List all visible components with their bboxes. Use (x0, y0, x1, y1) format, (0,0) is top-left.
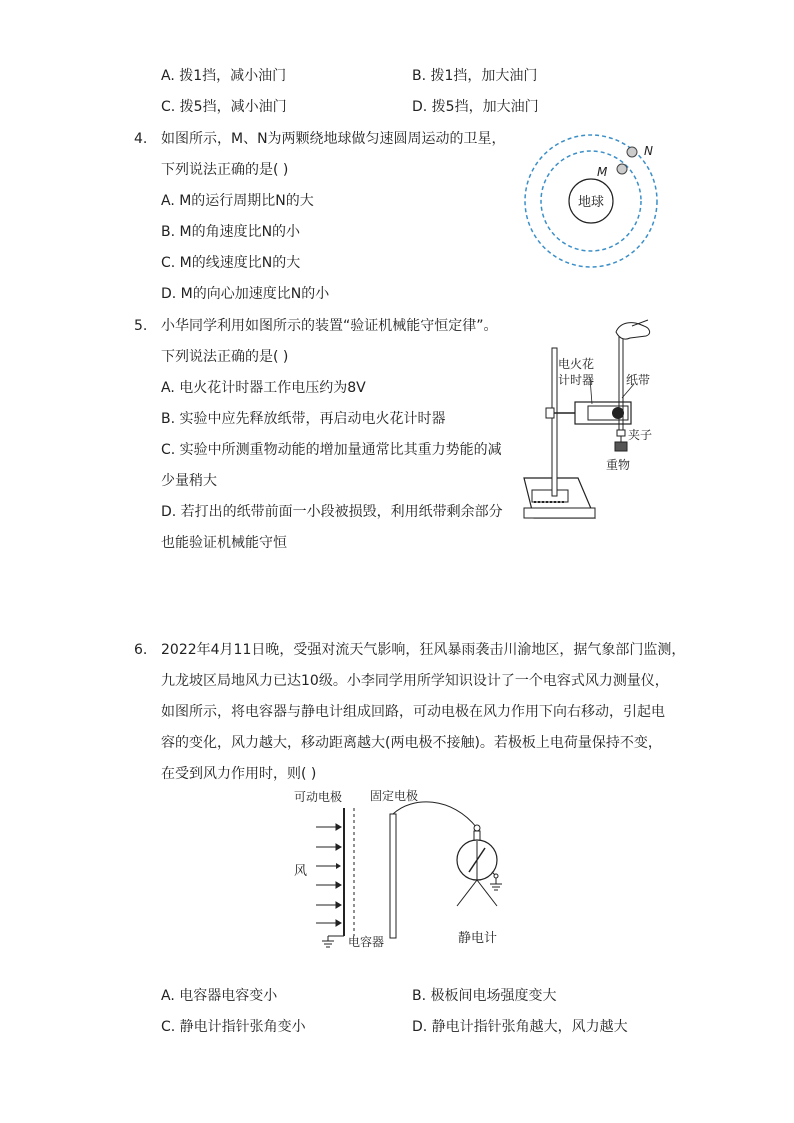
satellite-m-label: M (597, 165, 608, 179)
capacitor-label: 电容器 (348, 935, 385, 949)
timer-label-2: 计时器 (558, 373, 595, 387)
q5-option-d-line2[interactable]: 也能验证机械能守恒 (161, 535, 287, 551)
q3-option-d[interactable]: D. 拨5挡，加大油门 (412, 99, 539, 115)
q6-option-d[interactable]: D. 静电计指针张角越大，风力越大 (412, 1019, 628, 1035)
connecting-wire (393, 802, 477, 828)
q6-option-b[interactable]: B. 极板间电场强度变大 (412, 988, 557, 1004)
q4-stem-line2: 下列说法正确的是( ) (161, 162, 289, 178)
wind-label: 风 (294, 864, 308, 879)
movable-electrode-label: 可动电极 (294, 790, 343, 804)
electrometer-label: 静电计 (458, 931, 498, 946)
fixed-electrode-label: 固定电极 (370, 789, 419, 803)
electrometer-leg-left (457, 880, 477, 906)
q6-option-a[interactable]: A. 电容器电容变小 (161, 988, 278, 1004)
capacitor-wind-figure (282, 786, 522, 951)
q4-stem-line1: 如图所示，M、N为两颗绕地球做匀速圆周运动的卫星， (161, 131, 506, 147)
wind-arrows (316, 824, 341, 926)
satellite-m (617, 164, 627, 174)
satellite-orbit-figure (515, 130, 675, 280)
tape-label: 纸带 (626, 373, 651, 387)
q6-stem-line4: 容的变化，风力越大，移动距离越大(两电极不接触)。若极板上电荷量保持不变， (161, 735, 662, 751)
q6-stem-line5: 在受到风力作用时，则( ) (161, 766, 317, 782)
q5-option-a[interactable]: A. 电火花计时器工作电压约为8V (161, 380, 366, 396)
q6-stem-line1: 2022年4月11日晚，受强对流天气影响，狂风暴雨袭击川渝地区，据气象部门监测， (161, 642, 686, 658)
q5-number: 5. (134, 318, 148, 334)
hand (616, 323, 650, 339)
q5-option-d-line1[interactable]: D. 若打出的纸带前面一小段被损毁，利用纸带剩余部分 (161, 504, 503, 520)
satellite-n-label: N (644, 144, 653, 158)
weight (615, 442, 627, 451)
q6-number: 6. (134, 642, 148, 658)
q5-stem-line1: 小华同学利用如图所示的装置“验证机械能守恒定律”。 (161, 318, 498, 334)
q6-stem-line3: 如图所示，将电容器与静电计组成回路，可动电极在风力作用下向右移动，引起电 (161, 704, 665, 720)
q3-option-a[interactable]: A. 拨1挡，减小油门 (161, 68, 287, 84)
q5-option-b[interactable]: B. 实验中应先释放纸带，再启动电火花计时器 (161, 411, 446, 427)
wind-arrow-middle-head (336, 863, 341, 869)
ground-symbol-right (490, 878, 502, 890)
q4-number: 4. (134, 131, 148, 147)
q4-option-c[interactable]: C. M的线速度比N的大 (161, 255, 301, 271)
q6-option-c[interactable]: C. 静电计指针张角变小 (161, 1019, 306, 1035)
timer-disk (612, 407, 624, 419)
q5-option-c-line1[interactable]: C. 实验中所测重物动能的增加量通常比其重力势能的减 (161, 442, 502, 458)
fixed-electrode (390, 814, 396, 938)
electrometer-terminal (474, 825, 480, 831)
clip (617, 430, 625, 436)
q4-option-b[interactable]: B. M的角速度比N的小 (161, 224, 301, 240)
clip-label: 夹子 (628, 428, 653, 442)
stand-block (532, 490, 568, 502)
earth-label: 地球 (577, 195, 605, 210)
q6-stem-line2: 九龙坡区局地风力已达10级。小李同学用所学知识设计了一个电容式风力测量仪， (161, 673, 669, 689)
q5-stem-line2: 下列说法正确的是( ) (161, 349, 289, 365)
rod-clamp (546, 408, 554, 418)
q3-option-c[interactable]: C. 拨5挡，减小油门 (161, 99, 287, 115)
weight-label: 重物 (606, 458, 631, 472)
case-terminal (494, 874, 498, 878)
q3-option-b[interactable]: B. 拨1挡，加大油门 (412, 68, 538, 84)
timer-label-1: 电火花 (558, 357, 595, 371)
q5-option-c-line2[interactable]: 少量稍大 (161, 473, 217, 489)
q4-option-d[interactable]: D. M的向心加速度比N的小 (161, 286, 330, 302)
satellite-n (627, 147, 637, 157)
ground-symbol-left (322, 936, 334, 947)
q4-option-a[interactable]: A. M的运行周期比N的大 (161, 193, 314, 209)
timer-apparatus-figure (520, 318, 670, 523)
stand-base-front (524, 508, 595, 518)
stand-rod (552, 348, 557, 496)
